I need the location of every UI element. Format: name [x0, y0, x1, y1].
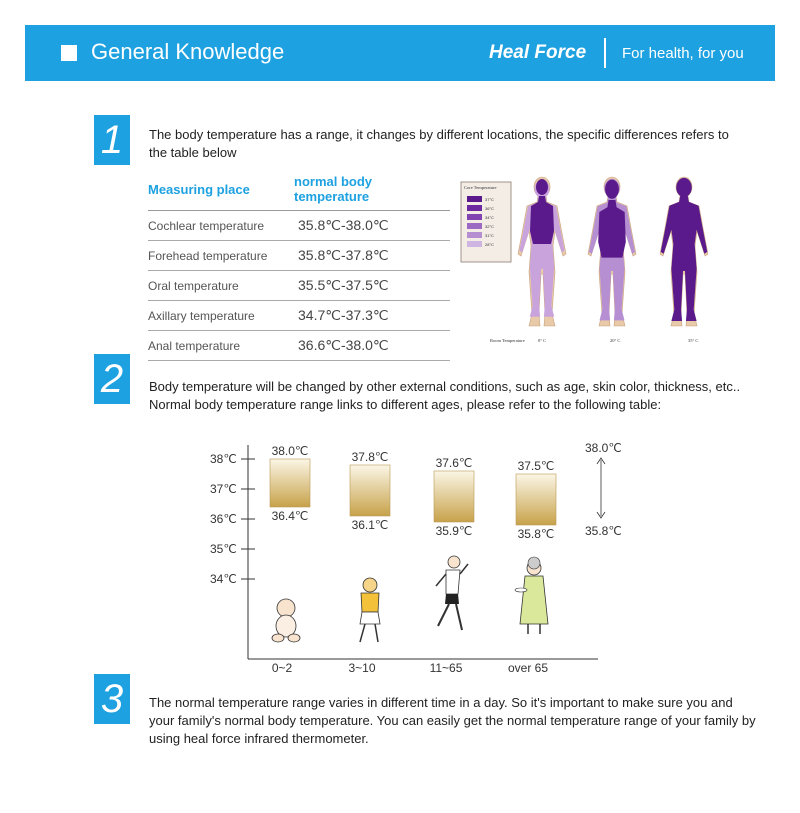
figure-caption-0c: 0° C — [538, 338, 547, 343]
table-row — [148, 271, 450, 301]
table-cell-temp: 34.7℃-37.3℃ — [294, 301, 450, 331]
table-cell-temp: 35.5℃-37.5℃ — [294, 271, 450, 301]
page-title: General Knowledge — [91, 39, 285, 64]
section-1-text: The body temperature has a range, it changes by different locations, the specific differences refers to the table below — [149, 127, 729, 160]
body-figure-cold — [518, 177, 566, 326]
legend-label: 31°C — [485, 233, 494, 238]
y-tick-label: 37℃ — [210, 482, 237, 496]
square-icon — [61, 45, 77, 61]
figure-caption-35c: 35° C — [688, 338, 699, 343]
x-category-label: 3~10 — [348, 661, 376, 675]
table-cell-temp: 35.8℃-37.8℃ — [294, 241, 450, 271]
table-row — [148, 301, 450, 331]
range-bottom-label: 35.8℃ — [585, 524, 622, 538]
legend-label: 34°C — [485, 215, 494, 220]
x-category-label: over 65 — [507, 661, 549, 675]
section-number-3: 3 — [94, 674, 130, 724]
elderly-illustration — [515, 557, 548, 634]
temperature-table — [148, 170, 450, 361]
legend-swatch — [467, 223, 482, 229]
y-tick-label: 34℃ — [210, 572, 237, 586]
table-header-temp: normal body temperature — [294, 170, 450, 211]
temperature-bar — [434, 471, 474, 522]
body-figure-mild — [588, 177, 636, 326]
bar-low-label: 36.4℃ — [271, 509, 309, 523]
bar-group — [270, 444, 556, 675]
table-cell-place: Axillary temperature — [148, 301, 294, 331]
figure-caption-20c: 20° C — [610, 338, 621, 343]
table-cell-temp: 35.8℃-38.0℃ — [294, 211, 450, 241]
child-illustration — [360, 578, 380, 642]
header-divider — [604, 38, 606, 68]
legend-swatch — [467, 196, 482, 202]
range-top-label: 38.0℃ — [585, 441, 622, 455]
legend-title: Core Temperature — [464, 185, 497, 190]
bar-high-label: 37.6℃ — [435, 456, 473, 470]
header-banner — [25, 25, 775, 81]
brand-name: Heal Force — [489, 42, 587, 63]
bar-high-label: 37.8℃ — [351, 450, 389, 464]
legend-box — [461, 182, 511, 262]
age-temperature-chart — [200, 430, 640, 680]
temperature-bar — [516, 474, 556, 525]
bar-high-label: 38.0℃ — [271, 444, 309, 458]
table-cell-temp: 36.6℃-38.0℃ — [294, 331, 450, 361]
table-cell-place: Oral temperature — [148, 271, 294, 301]
table-header-place: Measuring place — [148, 170, 294, 211]
x-category-label: 11~65 — [429, 661, 463, 675]
section-number-1: 1 — [94, 115, 130, 165]
bar-low-label: 35.9℃ — [435, 524, 473, 538]
legend-label: 28°C — [485, 242, 494, 247]
temperature-bar — [350, 465, 390, 516]
table-cell-place: Anal temperature — [148, 331, 294, 361]
section-2-text: Body temperature will be changed by other external conditions, such as age, skin color, thickness, etc.. Normal body temperature range links to different ages, please refer to the following table: — [149, 379, 741, 412]
legend-swatch — [467, 241, 482, 247]
legend-label: 32°C — [485, 224, 494, 229]
baby-illustration — [272, 599, 300, 642]
section-3-text: The normal temperature range varies in different time in a day. So it's important to make sure you and your family's normal body temperature. You can easily get the normal temperature range of your family by using heal force infrared thermometer. — [149, 695, 756, 746]
table-row — [148, 211, 450, 241]
bar-low-label: 35.8℃ — [517, 527, 555, 541]
legend-label: 37°C — [485, 197, 494, 202]
runner-illustration — [436, 556, 468, 630]
figure-caption-room: Room Temperature — [490, 338, 525, 343]
brand-slogan: For health, for you — [622, 45, 744, 62]
y-tick-label: 35℃ — [210, 542, 237, 556]
section-number-2: 2 — [94, 354, 130, 404]
bar-low-label: 36.1℃ — [351, 518, 389, 532]
x-category-label: 0~2 — [271, 661, 293, 675]
table-cell-place: Forehead temperature — [148, 241, 294, 271]
body-figure-warm — [660, 177, 708, 326]
bar-high-label: 37.5℃ — [517, 459, 555, 473]
table-cell-place: Cochlear temperature — [148, 211, 294, 241]
y-tick-label: 38℃ — [210, 452, 237, 466]
legend-swatch — [467, 232, 482, 238]
y-tick-label: 36℃ — [210, 512, 237, 526]
legend-swatch — [467, 205, 482, 211]
body-temperature-figure — [460, 172, 720, 348]
legend-label: 36°C — [485, 206, 494, 211]
legend-swatch — [467, 214, 482, 220]
table-row — [148, 331, 450, 361]
table-row — [148, 241, 450, 271]
temperature-bar — [270, 459, 310, 507]
